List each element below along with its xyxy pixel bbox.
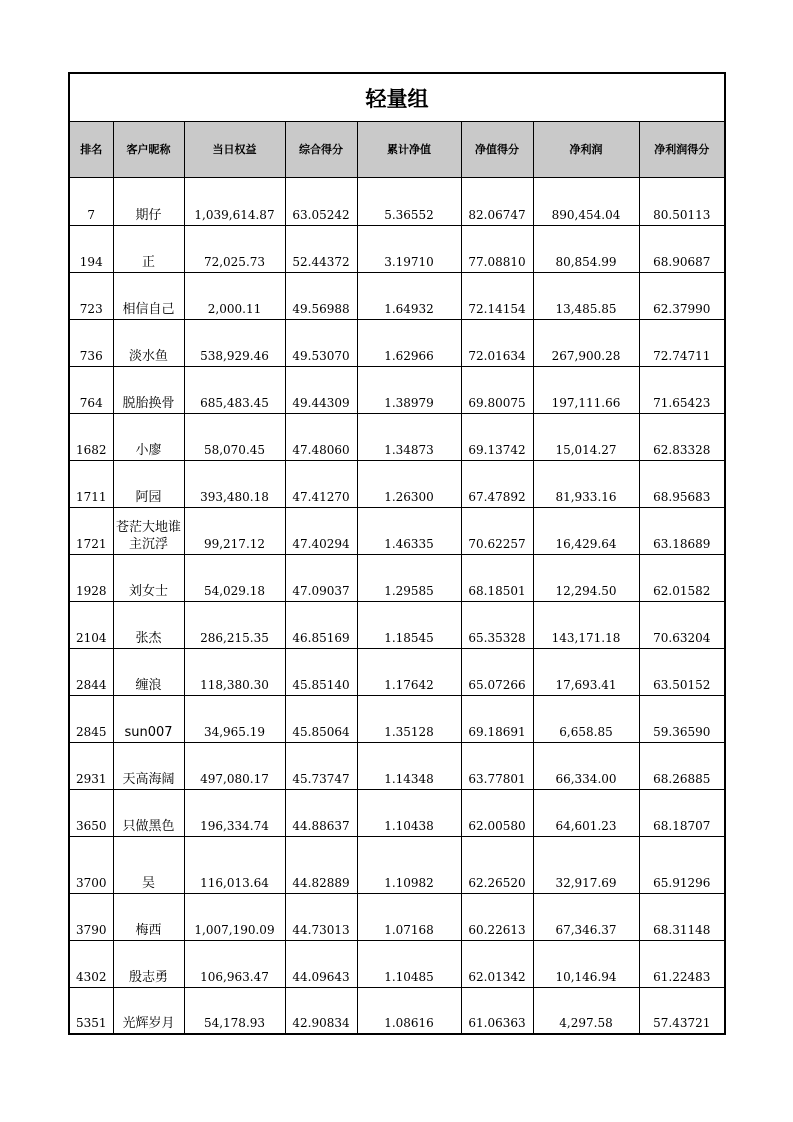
nav-cell: 1.18545: [357, 601, 461, 648]
profit-score-cell: 65.91296: [639, 836, 724, 893]
table-row: [70, 319, 724, 366]
nickname-cell: 天高海阔: [113, 742, 184, 789]
nav-score-cell: 65.07266: [461, 648, 533, 695]
nav-score-cell: 69.80075: [461, 366, 533, 413]
profit-score-cell: 70.63204: [639, 601, 724, 648]
table-row: [70, 225, 724, 272]
rank-cell: 7: [70, 177, 113, 225]
equity-cell: 34,965.19: [184, 695, 285, 742]
profit-score-cell: 72.74711: [639, 319, 724, 366]
nickname-cell: 淡水鱼: [113, 319, 184, 366]
equity-cell: 54,029.18: [184, 554, 285, 601]
nav-score-cell: 82.06747: [461, 177, 533, 225]
total-score-cell: 49.53070: [285, 319, 357, 366]
profit-cell: 890,454.04: [533, 177, 639, 225]
profit-cell: 66,334.00: [533, 742, 639, 789]
total-score-cell: 45.85064: [285, 695, 357, 742]
profit-cell: 64,601.23: [533, 789, 639, 836]
profit-cell: 81,933.16: [533, 460, 639, 507]
nav-cell: 1.14348: [357, 742, 461, 789]
rank-cell: 736: [70, 319, 113, 366]
equity-cell: 1,039,614.87: [184, 177, 285, 225]
nickname-cell: 脱胎换骨: [113, 366, 184, 413]
nav-score-cell: 70.62257: [461, 507, 533, 554]
rank-cell: 2931: [70, 742, 113, 789]
rank-cell: 1928: [70, 554, 113, 601]
equity-cell: 54,178.93: [184, 987, 285, 1034]
profit-score-cell: 62.01582: [639, 554, 724, 601]
rank-cell: 3790: [70, 893, 113, 940]
equity-cell: 99,217.12: [184, 507, 285, 554]
nav-score-cell: 77.08810: [461, 225, 533, 272]
nav-cell: 1.10438: [357, 789, 461, 836]
profit-cell: 16,429.64: [533, 507, 639, 554]
profit-cell: 15,014.27: [533, 413, 639, 460]
nickname-cell: 正: [113, 225, 184, 272]
table-row: [70, 177, 724, 225]
rank-cell: 2845: [70, 695, 113, 742]
equity-cell: 106,963.47: [184, 940, 285, 987]
profit-cell: 17,693.41: [533, 648, 639, 695]
profit-score-cell: 80.50113: [639, 177, 724, 225]
table-row: [70, 940, 724, 987]
rank-cell: 1711: [70, 460, 113, 507]
profit-score-cell: 68.31148: [639, 893, 724, 940]
equity-cell: 393,480.18: [184, 460, 285, 507]
nickname-cell: 梅西: [113, 893, 184, 940]
col-rank-header: 排名: [70, 122, 113, 177]
profit-score-cell: 62.37990: [639, 272, 724, 319]
nav-score-cell: 69.18691: [461, 695, 533, 742]
total-score-cell: 44.88637: [285, 789, 357, 836]
nickname-cell: 缠浪: [113, 648, 184, 695]
total-score-cell: 44.73013: [285, 893, 357, 940]
rank-cell: 1682: [70, 413, 113, 460]
profit-cell: 67,346.37: [533, 893, 639, 940]
nav-cell: 5.36552: [357, 177, 461, 225]
table-row: [70, 695, 724, 742]
sheet-title: 轻量组: [70, 74, 724, 122]
profit-score-cell: 68.95683: [639, 460, 724, 507]
table-row: [70, 272, 724, 319]
nav-cell: 1.07168: [357, 893, 461, 940]
nav-score-cell: 68.18501: [461, 554, 533, 601]
profit-score-cell: 57.43721: [639, 987, 724, 1034]
nav-score-cell: 62.01342: [461, 940, 533, 987]
equity-cell: 685,483.45: [184, 366, 285, 413]
table-row: [70, 648, 724, 695]
total-score-cell: 45.85140: [285, 648, 357, 695]
total-score-cell: 63.05242: [285, 177, 357, 225]
nickname-cell: 小廖: [113, 413, 184, 460]
nickname-cell: 殷志勇: [113, 940, 184, 987]
table-row: [70, 987, 724, 1034]
rank-cell: 2104: [70, 601, 113, 648]
col-profit-score-header: 净利润得分: [639, 122, 724, 177]
col-nav-header: 累计净值: [357, 122, 461, 177]
ranking-table: [70, 122, 724, 1035]
col-nav-score-header: 净值得分: [461, 122, 533, 177]
profit-score-cell: 63.50152: [639, 648, 724, 695]
header-row: [70, 122, 724, 177]
table-row: [70, 789, 724, 836]
total-score-cell: 47.41270: [285, 460, 357, 507]
rank-cell: 5351: [70, 987, 113, 1034]
total-score-cell: 44.09643: [285, 940, 357, 987]
equity-cell: 116,013.64: [184, 836, 285, 893]
total-score-cell: 46.85169: [285, 601, 357, 648]
profit-score-cell: 59.36590: [639, 695, 724, 742]
equity-cell: 497,080.17: [184, 742, 285, 789]
col-equity-header: 当日权益: [184, 122, 285, 177]
profit-cell: 32,917.69: [533, 836, 639, 893]
profit-score-cell: 71.65423: [639, 366, 724, 413]
profit-score-cell: 63.18689: [639, 507, 724, 554]
table-body: [70, 177, 724, 1034]
nav-cell: 1.38979: [357, 366, 461, 413]
nickname-cell: 相信自己: [113, 272, 184, 319]
rank-cell: 2844: [70, 648, 113, 695]
profit-cell: 6,658.85: [533, 695, 639, 742]
equity-cell: 72,025.73: [184, 225, 285, 272]
profit-cell: 80,854.99: [533, 225, 639, 272]
profit-cell: 197,111.66: [533, 366, 639, 413]
equity-cell: 2,000.11: [184, 272, 285, 319]
table-row: [70, 601, 724, 648]
profit-score-cell: 68.90687: [639, 225, 724, 272]
nav-score-cell: 72.14154: [461, 272, 533, 319]
equity-cell: 196,334.74: [184, 789, 285, 836]
nickname-cell: 光辉岁月: [113, 987, 184, 1034]
profit-cell: 10,146.94: [533, 940, 639, 987]
total-score-cell: 45.73747: [285, 742, 357, 789]
rank-cell: 3650: [70, 789, 113, 836]
table-row: [70, 893, 724, 940]
profit-cell: 143,171.18: [533, 601, 639, 648]
profit-cell: 4,297.58: [533, 987, 639, 1034]
total-score-cell: 49.56988: [285, 272, 357, 319]
nav-cell: 3.19710: [357, 225, 461, 272]
equity-cell: 538,929.46: [184, 319, 285, 366]
profit-score-cell: 68.26885: [639, 742, 724, 789]
nav-score-cell: 61.06363: [461, 987, 533, 1034]
total-score-cell: 47.48060: [285, 413, 357, 460]
rank-cell: 764: [70, 366, 113, 413]
nav-cell: 1.35128: [357, 695, 461, 742]
nav-score-cell: 60.22613: [461, 893, 533, 940]
nav-cell: 1.10485: [357, 940, 461, 987]
profit-score-cell: 62.83328: [639, 413, 724, 460]
total-score-cell: 49.44309: [285, 366, 357, 413]
profit-cell: 267,900.28: [533, 319, 639, 366]
table-row: [70, 742, 724, 789]
table-row: [70, 507, 724, 554]
col-nickname-header: 客户昵称: [113, 122, 184, 177]
equity-cell: 286,215.35: [184, 601, 285, 648]
profit-cell: 12,294.50: [533, 554, 639, 601]
equity-cell: 58,070.45: [184, 413, 285, 460]
table-row: [70, 836, 724, 893]
nickname-cell: 张杰: [113, 601, 184, 648]
col-profit-header: 净利润: [533, 122, 639, 177]
rank-cell: 723: [70, 272, 113, 319]
rank-cell: 194: [70, 225, 113, 272]
profit-score-cell: 61.22483: [639, 940, 724, 987]
nav-score-cell: 72.01634: [461, 319, 533, 366]
nav-score-cell: 69.13742: [461, 413, 533, 460]
nav-cell: 1.62966: [357, 319, 461, 366]
equity-cell: 118,380.30: [184, 648, 285, 695]
table-row: [70, 366, 724, 413]
nickname-cell: 只做黑色: [113, 789, 184, 836]
ranking-sheet: [68, 72, 726, 1035]
nav-cell: 1.29585: [357, 554, 461, 601]
nickname-cell: 刘女士: [113, 554, 184, 601]
nav-cell: 1.17642: [357, 648, 461, 695]
rank-cell: 4302: [70, 940, 113, 987]
nickname-cell: 吴: [113, 836, 184, 893]
nav-score-cell: 67.47892: [461, 460, 533, 507]
nav-cell: 1.46335: [357, 507, 461, 554]
profit-cell: 13,485.85: [533, 272, 639, 319]
nav-cell: 1.26300: [357, 460, 461, 507]
table-row: [70, 554, 724, 601]
table-row: [70, 413, 724, 460]
rank-cell: 3700: [70, 836, 113, 893]
nav-score-cell: 62.26520: [461, 836, 533, 893]
nav-cell: 1.10982: [357, 836, 461, 893]
total-score-cell: 44.82889: [285, 836, 357, 893]
nav-score-cell: 65.35328: [461, 601, 533, 648]
total-score-cell: 52.44372: [285, 225, 357, 272]
rank-cell: 1721: [70, 507, 113, 554]
nickname-cell: 期仔: [113, 177, 184, 225]
nav-cell: 1.34873: [357, 413, 461, 460]
equity-cell: 1,007,190.09: [184, 893, 285, 940]
nav-cell: 1.08616: [357, 987, 461, 1034]
nickname-cell: 阿园: [113, 460, 184, 507]
table-row: [70, 460, 724, 507]
total-score-cell: 47.09037: [285, 554, 357, 601]
profit-score-cell: 68.18707: [639, 789, 724, 836]
total-score-cell: 42.90834: [285, 987, 357, 1034]
nav-score-cell: 62.00580: [461, 789, 533, 836]
nickname-cell: 苍茫大地谁主沉浮: [113, 507, 184, 554]
nav-score-cell: 63.77801: [461, 742, 533, 789]
nav-cell: 1.64932: [357, 272, 461, 319]
total-score-cell: 47.40294: [285, 507, 357, 554]
col-total-score-header: 综合得分: [285, 122, 357, 177]
nickname-cell: sun007: [113, 695, 184, 742]
